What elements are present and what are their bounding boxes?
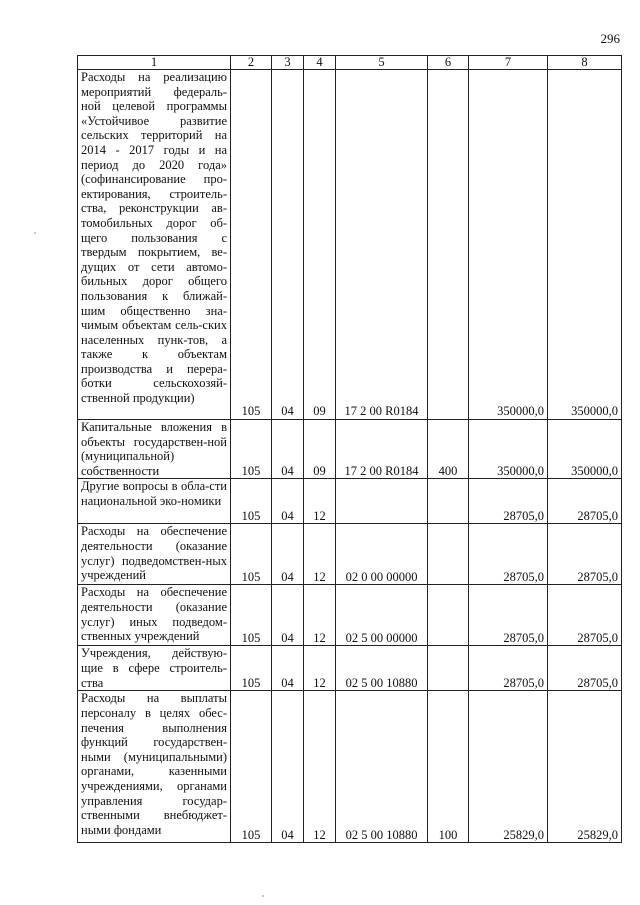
table-row [78,524,622,585]
cell-amount-total: 28705,0 [548,524,622,585]
row-description: Капитальные вложения в объекты государствен-ной (муниципальной) собственности [78,420,231,479]
cell-target-article [336,479,428,524]
column-header: 6 [428,56,469,70]
table-row [78,691,622,843]
cell-subsection: 12 [304,691,336,843]
scan-speck [34,232,36,234]
cell-subsection: 12 [304,479,336,524]
column-header: 2 [231,56,272,70]
table-row [78,420,622,479]
cell-amount-total: 28705,0 [548,479,622,524]
cell-amount-total: 25829,0 [548,691,622,843]
cell-expense-type [428,70,469,420]
row-description: Другие вопросы в обла-сти национальной эко-номики [78,479,231,524]
cell-target-article: 17 2 00 R0184 [336,420,428,479]
cell-amount-total: 350000,0 [548,70,622,420]
cell-amount: 28705,0 [469,585,548,646]
cell-expense-type [428,646,469,691]
cell-subsection: 12 [304,585,336,646]
cell-section: 04 [272,70,304,420]
cell-subsection: 09 [304,70,336,420]
cell-target-article: 02 5 00 10880 [336,646,428,691]
cell-amount-total: 28705,0 [548,646,622,691]
cell-subsection: 12 [304,524,336,585]
cell-admin-code: 105 [231,420,272,479]
cell-amount-total: 350000,0 [548,420,622,479]
cell-amount: 25829,0 [469,691,548,843]
row-description: Расходы на выплаты персоналу в целях обес-печения выполнения функций государствен-ными (муниципальными) органами, казенными учреждениями, органами управления государ-ственными внебюджет-ными фондами [78,691,231,843]
cell-target-article: 02 5 00 00000 [336,585,428,646]
cell-expense-type [428,524,469,585]
row-description: Расходы на обеспечение деятельности (оказание услуг) подведомствен-ных учреждений [78,524,231,585]
cell-target-article: 02 0 00 00000 [336,524,428,585]
cell-expense-type: 100 [428,691,469,843]
cell-amount: 350000,0 [469,70,548,420]
column-header: 3 [272,56,304,70]
column-header: 7 [469,56,548,70]
page-number: 296 [600,31,620,46]
table-row [78,585,622,646]
cell-admin-code: 105 [231,479,272,524]
column-header: 8 [548,56,622,70]
table-row [78,479,622,524]
column-header: 5 [336,56,428,70]
row-description: Расходы на обеспечение деятельности (оказание услуг) иных подведом-ственных учреждений [78,585,231,646]
cell-admin-code: 105 [231,70,272,420]
cell-section: 04 [272,420,304,479]
cell-expense-type [428,479,469,524]
cell-expense-type [428,585,469,646]
table-row [78,70,622,420]
cell-amount: 28705,0 [469,479,548,524]
cell-amount: 28705,0 [469,646,548,691]
cell-admin-code: 105 [231,524,272,585]
cell-admin-code: 105 [231,691,272,843]
budget-table [77,55,622,843]
table-header-row [78,56,622,70]
cell-section: 04 [272,524,304,585]
cell-amount-total: 28705,0 [548,585,622,646]
cell-section: 04 [272,646,304,691]
row-description: Расходы на реализацию мероприятий федераль-ной целевой программы «Устойчивое развитие сельских территорий на 2014 - 2017 годы и на период до 2020 года» (софинансирование про-ектирования, строитель-ства, реконструкции ав-томобильных дорог об-щего пользования с твердым покрытием, ве-дущих от сети автомо-бильных дорог общего пользования к ближай-шим общественно зна-чимым объектам сель-ских населенных пунк-тов, а также к объектам производства и перера-ботки сельскохозяй-ственной продукции) [78,70,231,420]
cell-amount: 28705,0 [469,524,548,585]
cell-subsection: 12 [304,646,336,691]
cell-target-article: 17 2 00 R0184 [336,70,428,420]
cell-subsection: 09 [304,420,336,479]
cell-section: 04 [272,585,304,646]
column-header: 4 [304,56,336,70]
cell-target-article: 02 5 00 10880 [336,691,428,843]
table-row [78,646,622,691]
scan-speck [262,895,264,897]
cell-admin-code: 105 [231,585,272,646]
cell-admin-code: 105 [231,646,272,691]
cell-section: 04 [272,691,304,843]
cell-amount: 350000,0 [469,420,548,479]
column-header: 1 [78,56,231,70]
cell-section: 04 [272,479,304,524]
cell-expense-type: 400 [428,420,469,479]
row-description: Учреждения, действую-щие в сфере строитель-ства [78,646,231,691]
